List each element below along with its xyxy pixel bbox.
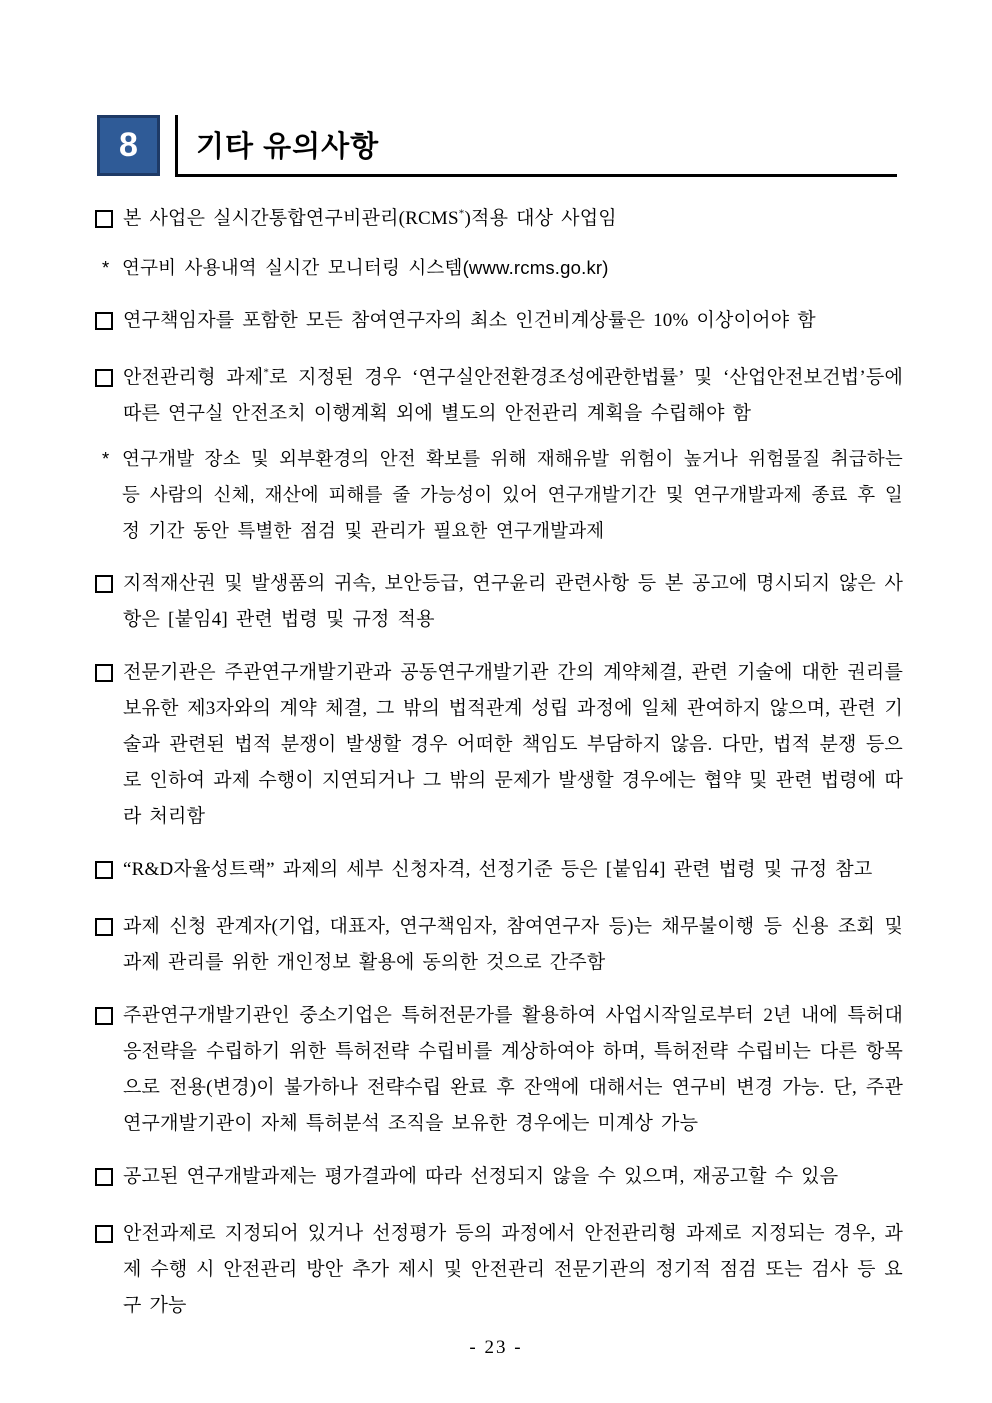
item-text: 과제 신청 관계자(기업, 대표자, 연구책임자, 참여연구자 등)는 채무불이행 등 신용 조회 및 과제 관리를 위한 개인정보 활용에 동의한 것으로 간주함	[123, 916, 903, 973]
notice-item	[95, 1159, 903, 1199]
checkbox-icon	[95, 1216, 123, 1324]
asterisk-marker: *	[102, 448, 110, 469]
item-text: 본 사업은 실시간통합연구비관리(RCMS*)적용 대상 사업임	[123, 207, 617, 229]
notice-item	[95, 201, 903, 241]
checkbox-icon	[95, 201, 123, 241]
notice-item	[95, 303, 903, 343]
item-text: 공고된 연구개발과제는 평가결과에 따라 선정되지 않을 수 있으며, 재공고할 수 있음	[123, 1166, 839, 1187]
notice-item	[95, 909, 903, 981]
notice-item	[95, 998, 903, 1142]
section-header	[97, 115, 897, 177]
notice-item	[95, 852, 903, 892]
notice-item	[95, 655, 903, 835]
checkbox-icon	[95, 655, 123, 835]
item-text: 연구개발 장소 및 외부환경의 안전 확보를 위해 재해유발 위험이 높거나 위험물질 취급하는 등 사람의 신체, 재산에 피해를 줄 가능성이 있어 연구개발기간 및 연구개발과제 종료 후 일정 기간 동안 특별한 점검 및 관리가 필요한 연구개발과제	[122, 448, 903, 541]
notice-item	[95, 360, 903, 432]
footnote-item	[102, 250, 903, 286]
checkbox-icon	[95, 303, 123, 343]
superscript-asterisk: *	[263, 366, 270, 379]
item-text: 연구책임자를 포함한 모든 참여연구자의 최소 인건비계상률은 10% 이상이어야 함	[123, 310, 816, 331]
item-text: 안전관리형 과제*로 지정된 경우 ‘연구실안전환경조성에관한법률’ 및 ‘산업안전보건법’등에 따른 연구실 안전조치 이행계획 외에 별도의 안전관리 계획을 수립해야 함	[123, 366, 903, 424]
notice-list	[95, 201, 903, 1324]
superscript-asterisk: *	[458, 207, 465, 220]
footnote-item	[102, 441, 903, 549]
section-title-block	[175, 115, 897, 177]
checkbox-icon	[95, 566, 123, 638]
notice-item	[95, 566, 903, 638]
item-text: 전문기관은 주관연구개발기관과 공동연구개발기관 간의 계약체결, 관련 기술에 대한 권리를 보유한 제3자와의 계약 체결, 그 밖의 법적관계 성립 과정에 일체 관여하지 않으며, 관련 기술과 관련된 법적 분쟁이 발생할 경우 어떠한 책임도 부담하지 않음. 다만, 법적 분쟁 등으로 인하여 과제 수행이 지연되거나 그 밖의 문제가 발생할 경우에는 협약 및 관련 법령에 따라 처리함	[123, 662, 903, 827]
item-text: “R&D자율성트랙” 과제의 세부 신청자격, 선정기준 등은 [붙임4] 관련 법령 및 규정 참고	[123, 859, 873, 880]
section-title: 기타 유의사항	[196, 131, 380, 163]
checkbox-icon	[95, 852, 123, 892]
checkbox-icon	[95, 998, 123, 1142]
checkbox-icon	[95, 1159, 123, 1199]
checkbox-icon	[95, 360, 123, 432]
item-text: 지적재산권 및 발생품의 귀속, 보안등급, 연구윤리 관련사항 등 본 공고에 명시되지 않은 사항은 [붙임4] 관련 법령 및 규정 적용	[123, 573, 903, 630]
asterisk-marker: *	[102, 257, 110, 278]
page-number: - 23 -	[469, 1337, 523, 1358]
item-text: 연구비 사용내역 실시간 모니터링 시스템(www.rcms.go.kr)	[122, 257, 609, 278]
item-text: 안전과제로 지정되어 있거나 선정평가 등의 과정에서 안전관리형 과제로 지정되는 경우, 과제 수행 시 안전관리 방안 추가 제시 및 안전관리 전문기관의 정기적 점검 또는 검사 등 요구 가능	[123, 1223, 903, 1316]
notice-item	[95, 1216, 903, 1324]
section-number-badge: 8	[97, 115, 160, 176]
item-text: 주관연구개발기관인 중소기업은 특허전문가를 활용하여 사업시작일로부터 2년 내에 특허대응전략을 수립하기 위한 특허전략 수립비를 계상하여야 하며, 특허전략 수립비는 다른 항목으로 전용(변경)이 불가하나 전략수립 완료 후 잔액에 대해서는 연구비 변경 가능. 단, 주관연구개발기관이 자체 특허분석 조직을 보유한 경우에는 미계상 가능	[123, 1005, 903, 1134]
checkbox-icon	[95, 909, 123, 981]
